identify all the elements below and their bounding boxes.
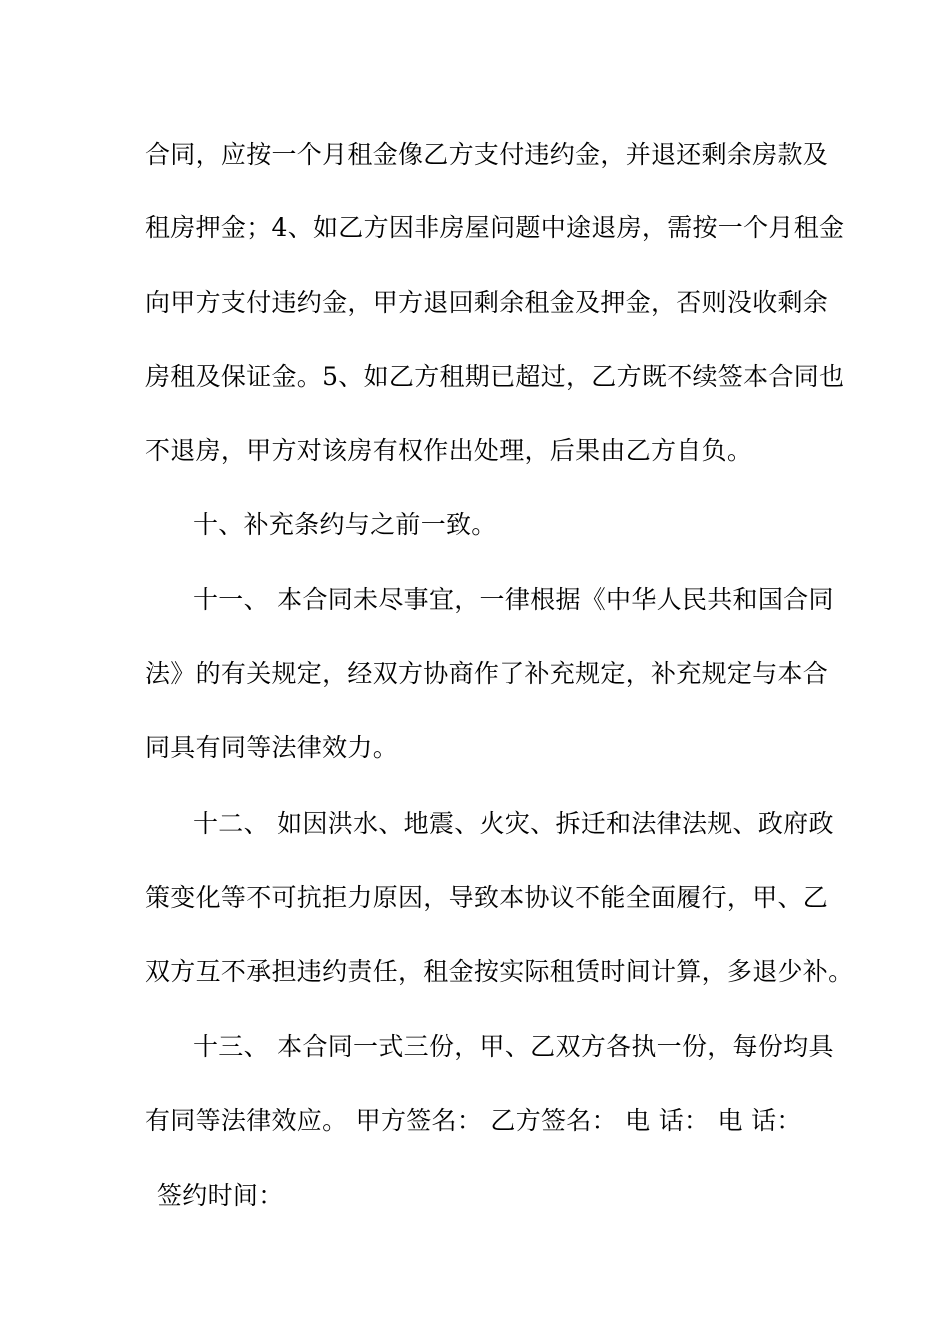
text-line: 合同，应按一个月租金像乙方支付违约金，并退还剩余房款及 bbox=[145, 140, 829, 169]
text-line: 策变化等不可抗拒力原因，导致本协议不能全面履行，甲、乙 bbox=[145, 883, 829, 912]
signing-date-label: 签约时间： bbox=[157, 1181, 284, 1210]
signature-line: 有同等法律效应。 甲方签名： 乙方签名： 电 话： 电 话： bbox=[145, 1106, 802, 1135]
clause-13-heading: 十三、 本合同一式三份，甲、乙双方各执一份，每份均具 bbox=[193, 1032, 834, 1061]
text-line: 同具有同等法律效力。 bbox=[145, 733, 399, 762]
clause-11-heading: 十一、 本合同未尽事宜，一律根据《中华人民共和国合同 bbox=[193, 585, 834, 614]
text-line: 向甲方支付违约金，甲方退回剩余租金及押金，否则没收剩余 bbox=[145, 288, 829, 317]
clause-10: 十、补充条约与之前一致。 bbox=[193, 510, 497, 539]
text-line: 法》的有关规定，经双方协商作了补充规定，补充规定与本合 bbox=[145, 659, 829, 688]
clause-12-heading: 十二、 如因洪水、地震、火灾、拆迁和法律法规、政府政 bbox=[193, 809, 834, 838]
text-line: 房租及保证金。5、如乙方租期已超过，乙方既不续签本合同也 bbox=[145, 362, 845, 391]
text-line: 租房押金；4、如乙方因非房屋问题中途退房，需按一个月租金 bbox=[145, 213, 845, 242]
text-line: 双方互不承担违约责任，租金按实际租赁时间计算，多退少补。 bbox=[145, 957, 854, 986]
text-line: 不退房，甲方对该房有权作出处理，后果由乙方自负。 bbox=[145, 436, 753, 465]
